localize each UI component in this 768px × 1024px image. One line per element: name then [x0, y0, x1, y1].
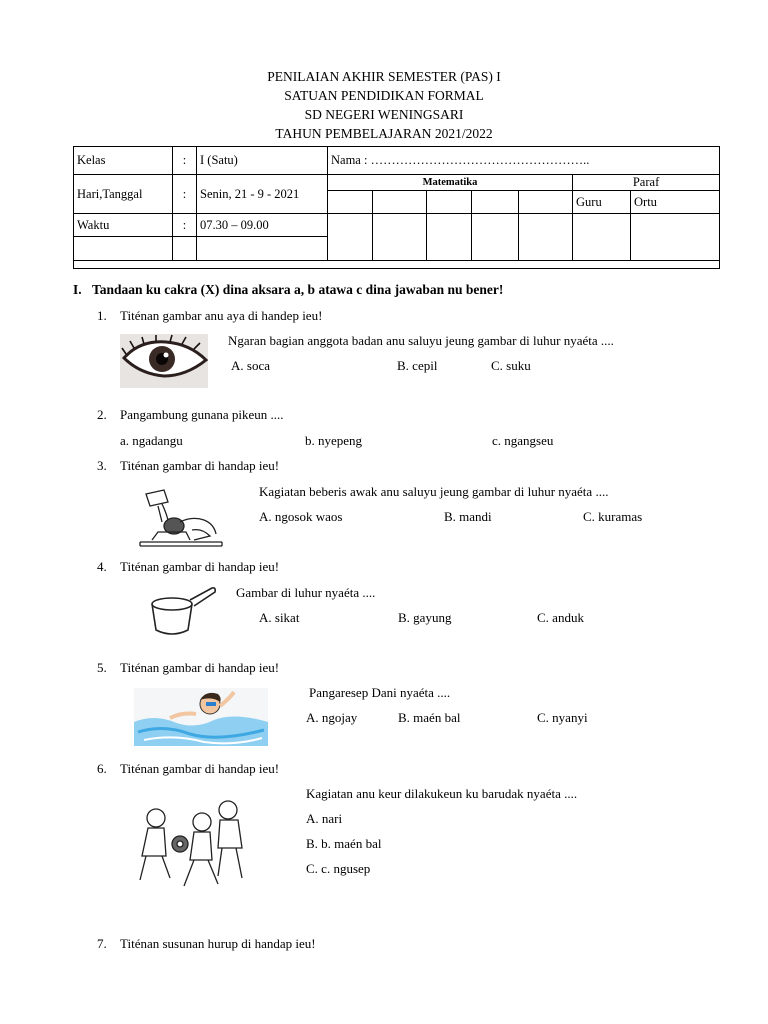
children-playing-ball-image: [132, 796, 252, 896]
header-line-1: PENILAIAN AKHIR SEMESTER (PAS) I: [267, 69, 501, 84]
question-number: 4.: [97, 559, 107, 574]
empty-cell: [197, 237, 328, 261]
question-number: 1.: [97, 308, 107, 323]
question-number: 5.: [97, 660, 107, 675]
option-b[interactable]: B. b. maén bal: [306, 836, 382, 851]
option-c[interactable]: C. kuramas: [583, 509, 643, 524]
option-b[interactable]: B. gayung: [398, 610, 452, 625]
student-info-table: [73, 146, 720, 269]
option-b[interactable]: B. cepil: [397, 358, 438, 373]
score-cell: [427, 214, 472, 261]
option-a[interactable]: A. sikat: [259, 610, 300, 625]
guru-sign-cell: [573, 214, 631, 261]
kelas-label: Kelas: [74, 147, 173, 175]
header-line-3: SD NEGERI WENINGSARI: [304, 107, 464, 122]
paraf-label: Paraf: [573, 175, 720, 191]
option-c[interactable]: C. c. ngusep: [306, 861, 371, 876]
question-sub: Kagiatan anu keur dilakukeun ku barudak nyaéta ....: [306, 786, 578, 801]
kelas-value: I (Satu): [197, 147, 328, 175]
question-sub: Ngaran bagian anggota badan anu saluyu jeung gambar di luhur nyaéta ....: [228, 333, 614, 348]
colon: :: [173, 214, 197, 237]
question-prompt: Pangambung gunana pikeun ....: [120, 407, 284, 422]
question-sub: Pangaresep Dani nyaéta ....: [309, 685, 451, 700]
waktu-label: Waktu: [74, 214, 173, 237]
question-prompt: Titénan gambar di handap ieu!: [120, 660, 280, 675]
question-sub: Kagiatan beberis awak anu saluyu jeung gambar di luhur nyaéta ....: [259, 484, 609, 499]
question-sub: Gambar di luhur nyaéta ....: [236, 585, 376, 600]
nama-field: Nama : ……………………………………………..: [328, 147, 720, 175]
subject-label: Matematika: [328, 175, 573, 191]
option-c[interactable]: C. anduk: [537, 610, 584, 625]
hair-washing-image: [132, 486, 228, 548]
question-prompt: Titénan gambar anu aya di handep ieu!: [120, 308, 323, 323]
score-cell: [472, 214, 519, 261]
question-number: 2.: [97, 407, 107, 422]
waktu-value: 07.30 – 09.00: [197, 214, 328, 237]
water-dipper-image: [146, 584, 218, 638]
eye-image: [120, 334, 208, 388]
table-bottom-strip: [74, 261, 720, 269]
section-instruction: Tandaan ku cakra (X) dina aksara a, b atawa c dina jawaban nu bener!: [92, 282, 504, 297]
option-b[interactable]: B. maén bal: [398, 710, 461, 725]
option-b[interactable]: B. mandi: [444, 509, 492, 524]
score-cell: [328, 191, 373, 214]
score-cell: [328, 214, 373, 261]
question-prompt: Titénan susunan hurup di handap ieu!: [120, 936, 316, 951]
question-number: 6.: [97, 761, 107, 776]
question-prompt: Titénan gambar di handap ieu!: [120, 559, 280, 574]
empty-cell: [173, 237, 197, 261]
option-a[interactable]: A. nari: [306, 811, 343, 826]
empty-cell: [74, 237, 173, 261]
question-number: 3.: [97, 458, 107, 473]
option-a[interactable]: A. ngojay: [306, 710, 358, 725]
section-number: I.: [73, 282, 82, 297]
option-b[interactable]: b. nyepeng: [305, 433, 363, 448]
score-cell: [373, 214, 427, 261]
option-c[interactable]: c. ngangseu: [492, 433, 554, 448]
option-c[interactable]: C. nyanyi: [537, 710, 588, 725]
question-number: 7.: [97, 936, 107, 951]
ortu-sign-cell: [631, 214, 720, 261]
colon: :: [173, 147, 197, 175]
question-prompt: Titénan gambar di handap ieu!: [120, 458, 280, 473]
header-line-4: TAHUN PEMBELAJARAN 2021/2022: [275, 126, 493, 141]
hari-value: Senin, 21 - 9 - 2021: [197, 175, 328, 214]
score-cell: [519, 191, 573, 214]
guru-label: Guru: [573, 191, 631, 214]
question-prompt: Titénan gambar di handap ieu!: [120, 761, 280, 776]
swimming-child-image: [134, 688, 268, 746]
header-line-2: SATUAN PENDIDIKAN FORMAL: [284, 88, 484, 103]
score-cell: [519, 214, 573, 261]
score-cell: [427, 191, 472, 214]
hari-label: Hari,Tanggal: [74, 175, 173, 214]
score-cell: [373, 191, 427, 214]
option-c[interactable]: C. suku: [491, 358, 531, 373]
ortu-label: Ortu: [631, 191, 720, 214]
option-a[interactable]: A. ngosok waos: [259, 509, 343, 524]
option-a[interactable]: a. ngadangu: [120, 433, 183, 448]
option-a[interactable]: A. soca: [231, 358, 270, 373]
score-cell: [472, 191, 519, 214]
colon: :: [173, 175, 197, 214]
